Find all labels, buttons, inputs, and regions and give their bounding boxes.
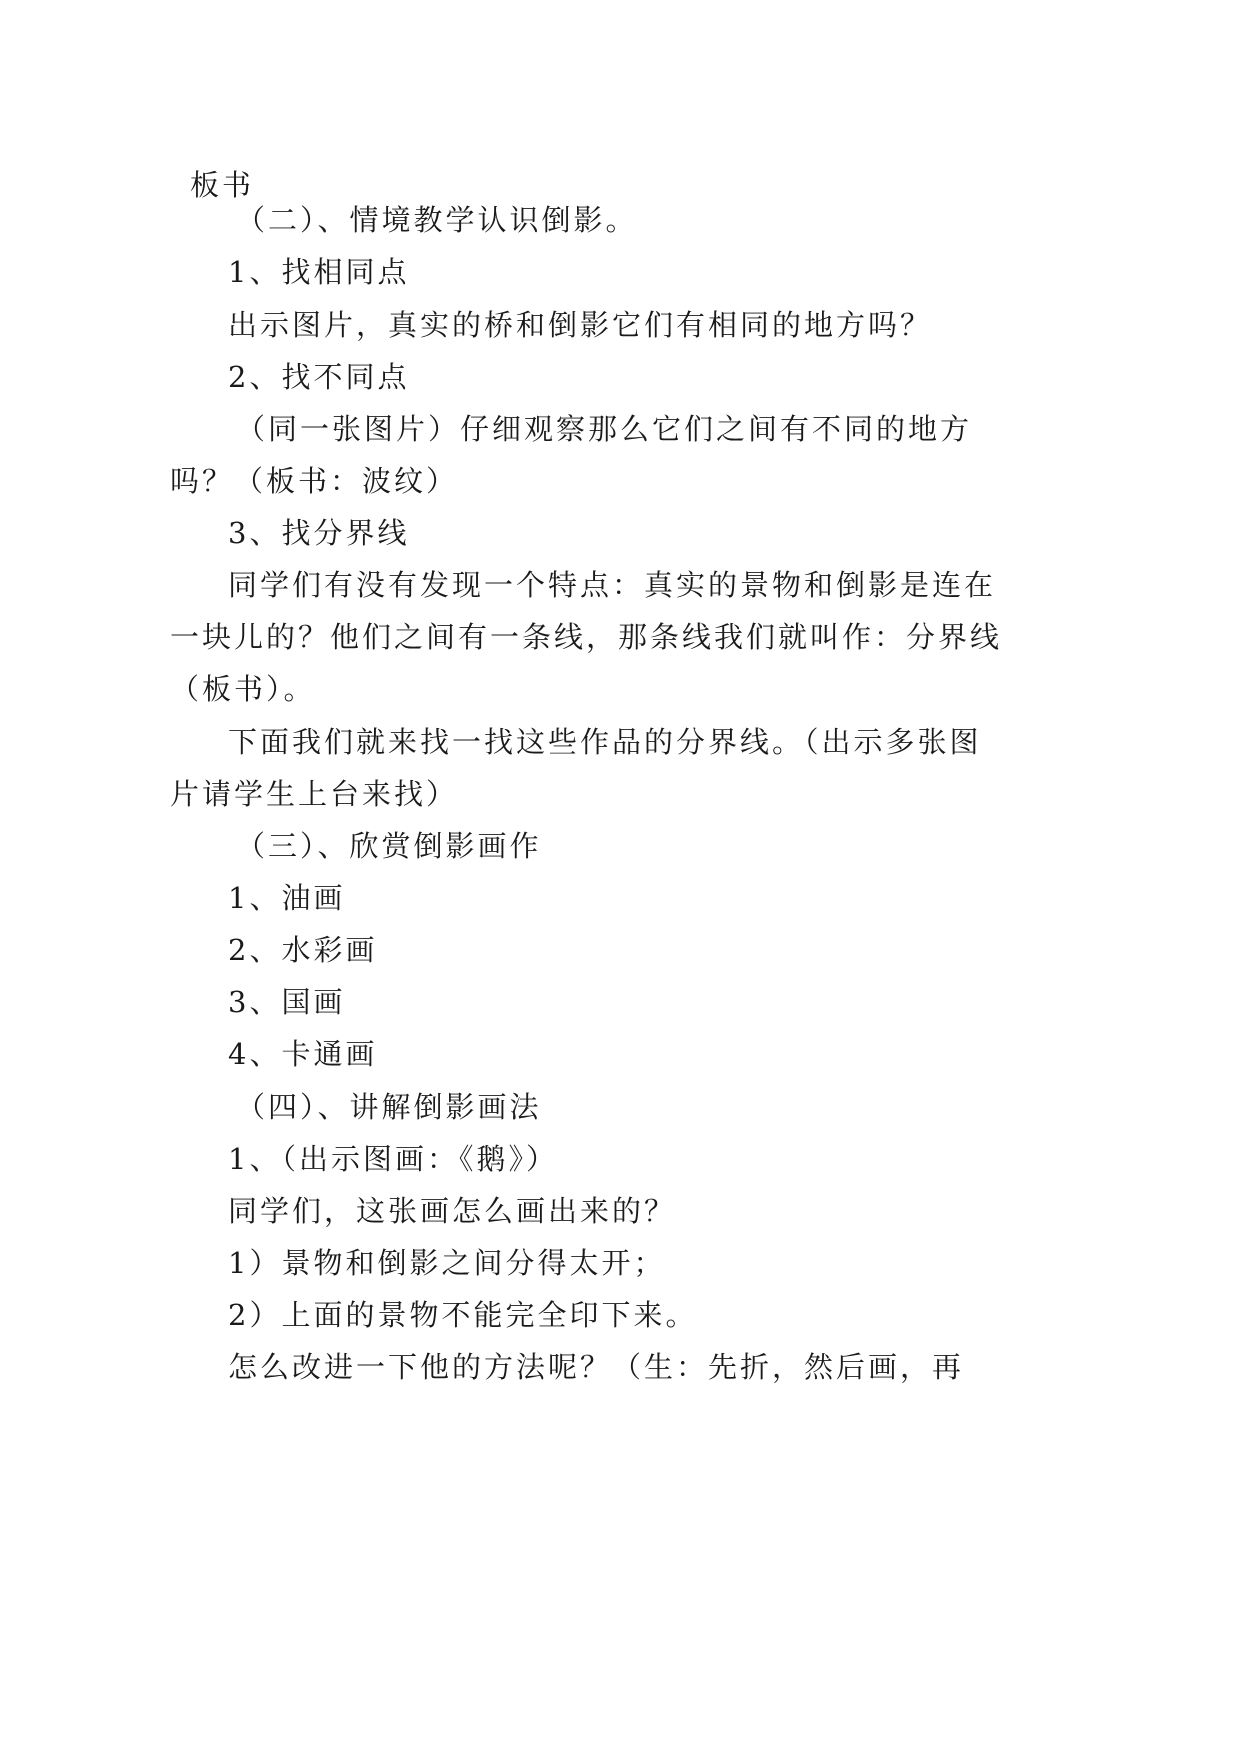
text-line: 同学们，这张画怎么画出来的？ [228, 1194, 677, 1228]
text-line: （同一张图片）仔细观察那么它们之间有不同的地方 [236, 412, 973, 446]
section-heading: （三）、欣赏倒影画作 [236, 829, 542, 863]
list-item: 3、找分界线 [228, 516, 410, 550]
list-item: 2、水彩画 [228, 933, 378, 967]
list-item: 1、油画 [228, 881, 346, 915]
list-item: 1、找相同点 [228, 255, 410, 289]
section-heading: （四）、讲解倒影画法 [236, 1090, 542, 1124]
list-item: 2）上面的景物不能完全印下来。 [228, 1298, 698, 1332]
text-line: 板书 [190, 168, 255, 202]
text-line: 下面我们就来找一找这些作品的分界线。（出示多张图 [228, 725, 982, 759]
list-item: 1）景物和倒影之间分得太开； [228, 1246, 666, 1280]
list-item: 3、国画 [228, 985, 346, 1019]
text-line: （板书）。 [170, 672, 316, 706]
section-heading: （二）、情境教学认识倒影。 [236, 203, 638, 237]
text-line: 片请学生上台来找） [170, 777, 459, 811]
text-line: 出示图片，真实的桥和倒影它们有相同的地方吗？ [228, 308, 933, 342]
text-line: 怎么改进一下他的方法呢？（生：先折，然后画，再 [228, 1350, 965, 1384]
text-line: 同学们有没有发现一个特点：真实的景物和倒影是连在 [228, 568, 997, 602]
list-item: 4、卡通画 [228, 1037, 378, 1071]
text-line: 吗？（板书：波纹） [170, 464, 459, 498]
list-item: 2、找不同点 [228, 360, 410, 394]
list-item: 1、（出示图画：《鹅》） [228, 1142, 558, 1176]
text-line: 一块儿的？他们之间有一条线，那条线我们就叫作：分界线 [170, 620, 1003, 654]
